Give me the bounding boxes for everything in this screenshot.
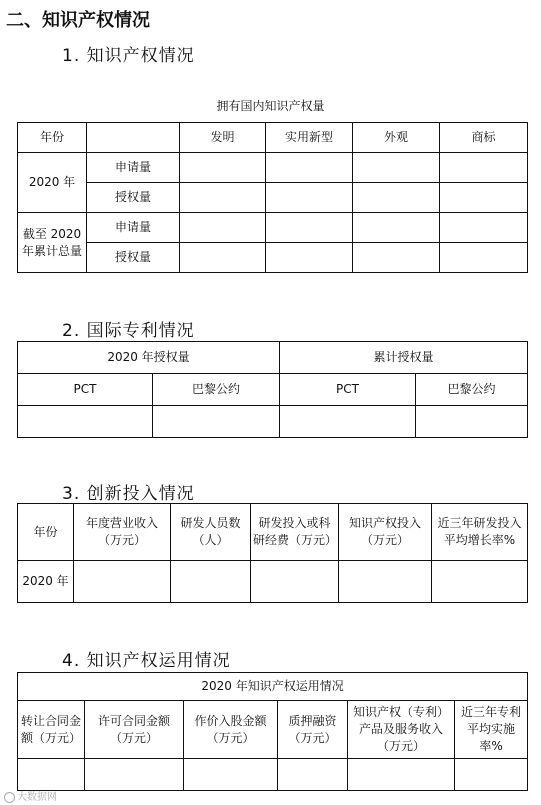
grant-label: 授权量: [87, 183, 180, 213]
header-license-amount: 许可合同金额（万元）: [85, 701, 184, 759]
input-cell[interactable]: [416, 406, 528, 438]
header-equity-amount: 作价入股金额（万元）: [184, 701, 278, 759]
input-cell[interactable]: [266, 243, 353, 273]
header-implementation-rate: 近三年专利平均实施率%: [455, 701, 528, 759]
input-cell[interactable]: [440, 183, 528, 213]
header-ip-investment: 知识产权投入（万元）: [339, 504, 432, 561]
input-cell[interactable]: [184, 759, 278, 791]
header-pledge-financing: 质押融资（万元）: [278, 701, 348, 759]
row-label-2020: 2020 年: [18, 561, 74, 603]
section-3-heading: 3. 创新投入情况: [62, 484, 195, 504]
header-year: 年份: [18, 504, 74, 561]
input-cell[interactable]: [440, 153, 528, 183]
header-revenue: 年度营业收入（万元）: [74, 504, 171, 561]
input-cell[interactable]: [348, 759, 455, 791]
header-rd-investment: 研发投入或科研经费（万元）: [251, 504, 339, 561]
header-blank: [87, 123, 180, 153]
input-cell[interactable]: [180, 183, 266, 213]
header-invention: 发明: [180, 123, 266, 153]
header-rd-growth: 近三年研发投入平均增长率%: [432, 504, 528, 561]
input-cell[interactable]: [440, 243, 528, 273]
header-pct: PCT: [18, 374, 153, 406]
watermark-logo-icon: [4, 792, 15, 803]
input-cell[interactable]: [85, 759, 184, 791]
innovation-input-table: [17, 503, 528, 603]
input-cell[interactable]: [266, 213, 353, 243]
watermark-text: 大数据网: [17, 792, 57, 803]
header-product-revenue: 知识产权（专利）产品及服务收入（万元）: [348, 701, 455, 759]
input-cell[interactable]: [440, 213, 528, 243]
ip-domestic-table: [17, 122, 528, 273]
input-cell[interactable]: [180, 213, 266, 243]
input-cell[interactable]: [353, 153, 440, 183]
ip-usage-table: [17, 672, 528, 791]
input-cell[interactable]: [180, 153, 266, 183]
row-label-2020: 2020 年: [18, 153, 87, 213]
header-design: 外观: [353, 123, 440, 153]
input-cell[interactable]: [251, 561, 339, 603]
header-rd-staff: 研发人员数（人）: [171, 504, 251, 561]
input-cell[interactable]: [353, 213, 440, 243]
header-2020-granted: 2020 年授权量: [18, 342, 280, 374]
input-cell[interactable]: [180, 243, 266, 273]
input-cell[interactable]: [278, 759, 348, 791]
input-cell[interactable]: [171, 561, 251, 603]
input-cell[interactable]: [455, 759, 528, 791]
input-cell[interactable]: [266, 183, 353, 213]
section-2-heading: 2. 国际专利情况: [62, 321, 195, 341]
header-cumulative-granted: 累计授权量: [280, 342, 528, 374]
header-paris: 巴黎公约: [416, 374, 528, 406]
input-cell[interactable]: [153, 406, 280, 438]
input-cell[interactable]: [18, 759, 85, 791]
input-cell[interactable]: [266, 153, 353, 183]
input-cell[interactable]: [432, 561, 528, 603]
apply-label: 申请量: [87, 153, 180, 183]
grant-label: 授权量: [87, 243, 180, 273]
header-trademark: 商标: [440, 123, 528, 153]
main-heading: 二、知识产权情况: [6, 10, 150, 31]
header-pct: PCT: [280, 374, 416, 406]
s4-caption: 2020 年知识产权运用情况: [18, 673, 528, 701]
row-label-cumulative: 截至 2020 年累计总量: [18, 213, 87, 273]
input-cell[interactable]: [353, 243, 440, 273]
input-cell[interactable]: [339, 561, 432, 603]
watermark: [4, 788, 57, 803]
intl-patent-table: [17, 341, 528, 438]
input-cell[interactable]: [18, 406, 153, 438]
input-cell[interactable]: [74, 561, 171, 603]
input-cell[interactable]: [280, 406, 416, 438]
apply-label: 申请量: [87, 213, 180, 243]
input-cell[interactable]: [353, 183, 440, 213]
header-transfer-amount: 转让合同金 额（万元）: [18, 701, 85, 759]
header-paris: 巴黎公约: [153, 374, 280, 406]
s1-caption: 拥有国内知识产权量: [216, 99, 325, 113]
section-1-heading: 1. 知识产权情况: [62, 46, 195, 66]
header-utility-model: 实用新型: [266, 123, 353, 153]
header-year: 年份: [18, 123, 87, 153]
section-4-heading: 4. 知识产权运用情况: [62, 651, 231, 671]
